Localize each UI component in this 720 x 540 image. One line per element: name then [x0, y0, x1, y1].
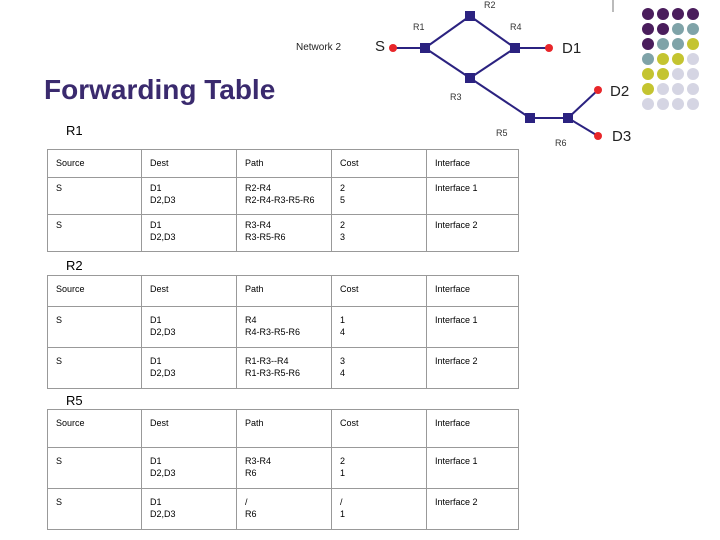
decorative-dot: [687, 38, 699, 50]
table-row: [48, 348, 519, 389]
node-label-s: S: [375, 38, 386, 55]
header-cell: Path: [237, 150, 332, 178]
table-row: [48, 448, 519, 489]
decorative-dot: [672, 83, 684, 95]
table-row: [48, 215, 519, 252]
decorative-dot-grid: [636, 8, 720, 112]
table-cell: R4 R4-R3-R5-R6: [237, 307, 332, 348]
table-cell: D1 D2,D3: [142, 489, 237, 530]
table-cell: S: [48, 307, 142, 348]
node-label-r1: R1: [413, 22, 425, 32]
table-cell: S: [48, 489, 142, 530]
table-cell: D1 D2,D3: [142, 215, 237, 252]
table-row: [48, 178, 519, 215]
node-label-r4: R4: [510, 22, 522, 32]
header-cell: Source: [48, 276, 142, 307]
decorative-dot: [642, 98, 654, 110]
forwarding-table-r1: [47, 149, 519, 252]
decorative-dot: [672, 23, 684, 35]
divider-line: [612, 0, 614, 12]
decorative-dot: [672, 68, 684, 80]
table-cell: Interface 1: [427, 178, 519, 215]
node-label-r6: R6: [555, 138, 567, 148]
table-cell: Interface 2: [427, 348, 519, 389]
table-label-r2: R2: [66, 258, 83, 273]
table-cell: D1 D2,D3: [142, 348, 237, 389]
decorative-dot: [687, 53, 699, 65]
router-r2: [465, 11, 475, 21]
header-cell: Interface: [427, 276, 519, 307]
decorative-dot: [642, 53, 654, 65]
header-cell: Dest: [142, 150, 237, 178]
table-cell: D1 D2,D3: [142, 178, 237, 215]
forwarding-table-r2: [47, 275, 519, 389]
table-row: [48, 489, 519, 530]
table-cell: 1 4: [332, 307, 427, 348]
table-cell: D1 D2,D3: [142, 448, 237, 489]
node-label-d3: D3: [612, 128, 632, 145]
header-cell: Cost: [332, 276, 427, 307]
decorative-dot: [642, 38, 654, 50]
network-name: Network 2: [296, 42, 342, 53]
header-cell: Source: [48, 150, 142, 178]
decorative-dot: [657, 38, 669, 50]
table-cell: R3-R4 R3-R5-R6: [237, 215, 332, 252]
decorative-dot: [657, 23, 669, 35]
router-r5: [525, 113, 535, 123]
table-cell: R2-R4 R2-R4-R3-R5-R6: [237, 178, 332, 215]
table-cell: Interface 1: [427, 307, 519, 348]
node-label-d1: D1: [562, 40, 582, 57]
decorative-dot: [642, 68, 654, 80]
table-label-r5: R5: [66, 393, 83, 408]
table-row: [48, 307, 519, 348]
forwarding-table-r5: [47, 409, 519, 530]
decorative-dot: [687, 98, 699, 110]
header-cell: Dest: [142, 276, 237, 307]
decorative-dot: [642, 8, 654, 20]
header-cell: Interface: [427, 410, 519, 448]
table-cell: / 1: [332, 489, 427, 530]
decorative-dot: [672, 53, 684, 65]
table-cell: Interface 2: [427, 489, 519, 530]
decorative-dot: [657, 53, 669, 65]
table-cell: S: [48, 448, 142, 489]
table-header-row: [48, 276, 519, 307]
table-header-row: [48, 150, 519, 178]
table-cell: 3 4: [332, 348, 427, 389]
table-cell: 2 1: [332, 448, 427, 489]
endpoint-d2: [594, 86, 602, 94]
decorative-dot: [642, 83, 654, 95]
node-label-r5: R5: [496, 128, 508, 138]
router-r6: [563, 113, 573, 123]
table-cell: S: [48, 348, 142, 389]
node-label-r3: R3: [450, 92, 462, 102]
table-cell: Interface 2: [427, 215, 519, 252]
table-cell: R1-R3--R4 R1-R3-R5-R6: [237, 348, 332, 389]
table-cell: / R6: [237, 489, 332, 530]
endpoint-d1: [545, 44, 553, 52]
decorative-dot: [687, 83, 699, 95]
decorative-dot: [687, 8, 699, 20]
table-cell: D1 D2,D3: [142, 307, 237, 348]
page-title: Forwarding Table: [44, 74, 276, 105]
decorative-dot: [672, 38, 684, 50]
header-cell: Source: [48, 410, 142, 448]
decorative-dot: [657, 83, 669, 95]
header-cell: Dest: [142, 410, 237, 448]
table-cell: Interface 1: [427, 448, 519, 489]
decorative-dot: [657, 98, 669, 110]
table-cell: R3-R4 R6: [237, 448, 332, 489]
table-cell: S: [48, 178, 142, 215]
router-r4: [510, 43, 520, 53]
header-cell: Cost: [332, 410, 427, 448]
router-r3: [465, 73, 475, 83]
router-r1: [420, 43, 430, 53]
decorative-dot: [642, 23, 654, 35]
table-header-row: [48, 410, 519, 448]
decorative-dot: [687, 68, 699, 80]
decorative-dot: [672, 8, 684, 20]
decorative-dot: [687, 23, 699, 35]
node-label-d2: D2: [610, 83, 630, 100]
header-cell: Path: [237, 410, 332, 448]
header-cell: Interface: [427, 150, 519, 178]
header-cell: Path: [237, 276, 332, 307]
table-cell: S: [48, 215, 142, 252]
endpoint-d3: [594, 132, 602, 140]
decorative-dot: [657, 68, 669, 80]
table-label-r1: R1: [66, 123, 83, 138]
header-cell: Cost: [332, 150, 427, 178]
endpoint-s: [389, 44, 397, 52]
node-label-r2: R2: [484, 0, 496, 10]
table-cell: 2 5: [332, 178, 427, 215]
decorative-dot: [657, 8, 669, 20]
decorative-dot: [672, 98, 684, 110]
table-cell: 2 3: [332, 215, 427, 252]
